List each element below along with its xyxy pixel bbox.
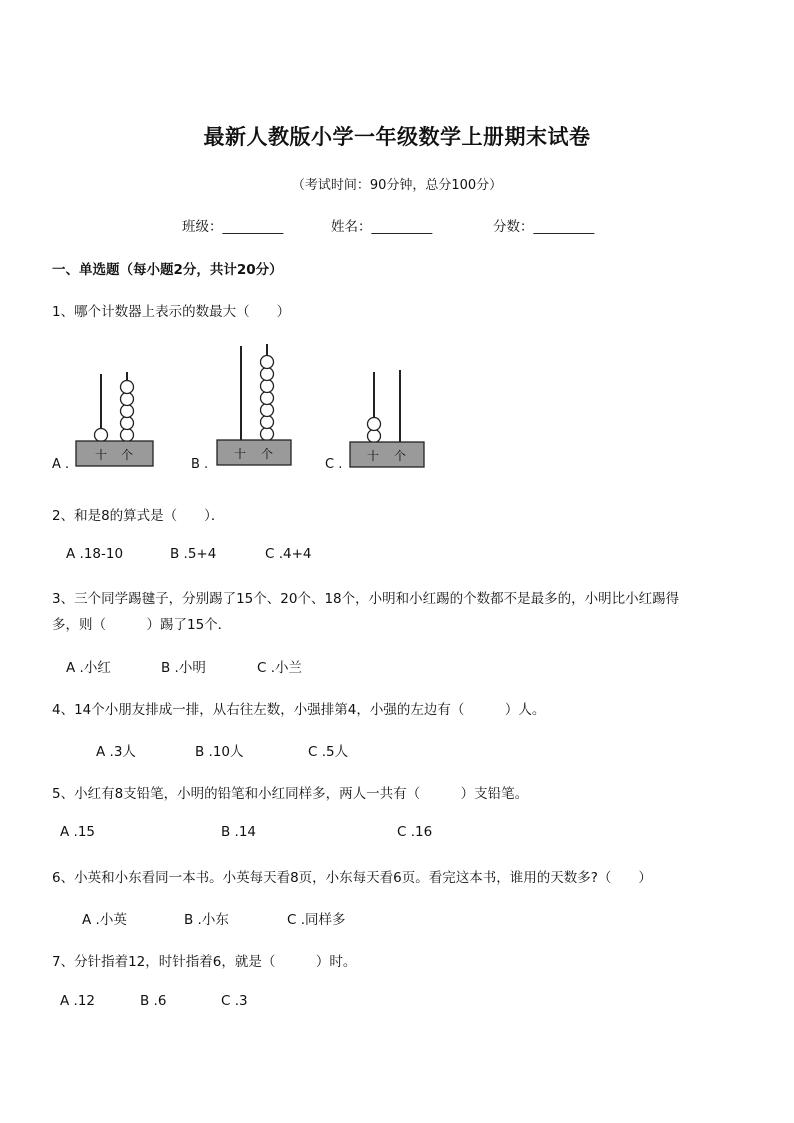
option-4a[interactable]: A .3人 [96, 744, 136, 760]
abacus-a-tens-label: 十 [94, 448, 108, 462]
option-6b[interactable]: B .小东 [184, 912, 229, 928]
option-3c[interactable]: C .小兰 [257, 660, 303, 676]
page-title: 最新人教版小学一年级数学上册期末试卷 [203, 124, 591, 149]
abacus-c-ones-label: 个 [393, 449, 407, 463]
name-field[interactable]: 姓名：_________ [331, 219, 433, 235]
question-3-line2: 多，则（ ）踢了15个． [52, 617, 232, 633]
abacus-b-tens-label: 十 [233, 447, 247, 461]
question-7: 7、分针指着12，时针指着6，就是（ ）时。 [52, 954, 357, 970]
abacus-a[interactable] [70, 360, 160, 470]
question-1: 1、哪个计数器上表示的数最大（ ） [52, 304, 291, 320]
abacus-b[interactable] [212, 338, 302, 470]
option-5b[interactable]: B .14 [221, 824, 257, 840]
option-7a[interactable]: A .12 [60, 993, 95, 1009]
question-3-line1: 3、三个同学踢毽子，分别踢了15个、20个、18个，小明和小红踢的个数都不是最多的，小明比小红踢得 [52, 591, 680, 607]
section-heading: 一、单选题（每小题2分，共计20分） [52, 262, 283, 278]
abacus-c[interactable] [344, 362, 434, 470]
option-7c[interactable]: C .3 [221, 993, 248, 1009]
question-4: 4、14个小朋友排成一排，从右往左数，小强排第4，小强的左边有（ ）人。 [52, 702, 546, 718]
option-4c[interactable]: C .5人 [308, 744, 349, 760]
option-6c[interactable]: C .同样多 [287, 912, 346, 928]
class-field[interactable]: 班级：_________ [182, 219, 284, 235]
option-2a[interactable]: A .18-10 [66, 546, 124, 562]
score-field[interactable]: 分数：_________ [493, 219, 595, 235]
option-1c-label[interactable]: C . [325, 457, 343, 472]
option-1b-label[interactable]: B . [191, 457, 209, 472]
option-3b[interactable]: B .小明 [161, 660, 206, 676]
option-1a-label[interactable]: A . [52, 457, 70, 472]
option-6a[interactable]: A .小英 [82, 912, 127, 928]
option-5a[interactable]: A .15 [60, 824, 95, 840]
abacus-b-ones-label: 个 [260, 447, 274, 461]
question-6: 6、小英和小东看同一本书。小英每天看8页，小东每天看6页。看完这本书，谁用的天数多?（ ） [52, 870, 652, 886]
abacus-c-tens-label: 十 [366, 449, 380, 463]
option-2b[interactable]: B .5+4 [170, 546, 217, 562]
option-4b[interactable]: B .10人 [195, 744, 244, 760]
question-2: 2、和是8的算式是（ ）． [52, 508, 225, 524]
option-3a[interactable]: A .小红 [66, 660, 111, 676]
option-2c[interactable]: C .4+4 [265, 546, 312, 562]
question-5: 5、小红有8支铅笔，小明的铅笔和小红同样多，两人一共有（ ）支铅笔。 [52, 786, 529, 802]
option-5c[interactable]: C .16 [397, 824, 433, 840]
option-7b[interactable]: B .6 [140, 993, 167, 1009]
exam-subtitle: （考试时间：90分钟，总分100分） [291, 178, 503, 193]
abacus-a-ones-label: 个 [120, 448, 134, 462]
